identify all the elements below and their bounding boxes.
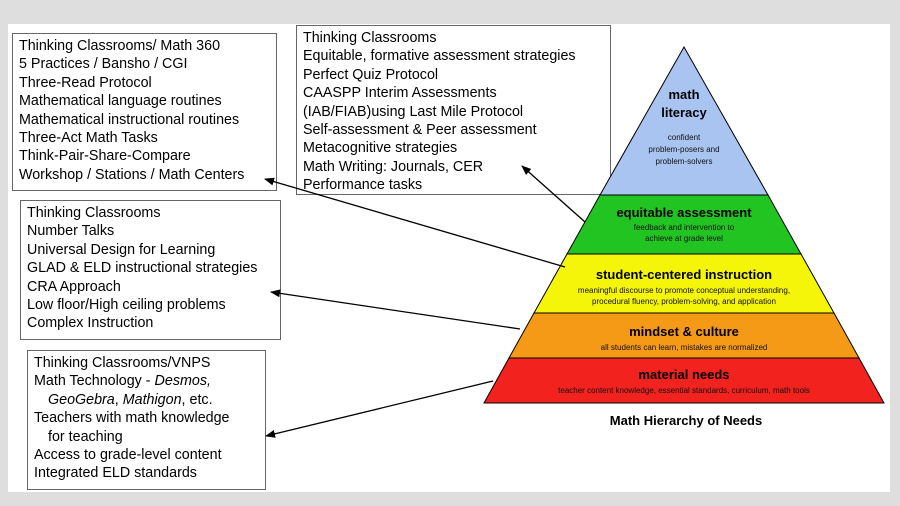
box-line: GLAD & ELD instructional strategies [27, 260, 258, 277]
arrow-to-mindset-box [271, 292, 520, 329]
arrow-to-material-box [266, 381, 493, 436]
box-line: Three-Read Protocol [19, 74, 152, 91]
tier-title: literacy [661, 105, 707, 120]
tier-subtitle: problem-solvers [655, 157, 713, 166]
box-text: , etc. [181, 391, 213, 408]
tier-subtitle: confident [667, 133, 701, 142]
box-line: 5 Practices / Bansho / CGI [19, 56, 188, 73]
tier-title: equitable assessment [616, 205, 752, 220]
box-text-italic: Desmos, [154, 373, 211, 390]
box-line: Thinking Classrooms [303, 30, 437, 46]
box-line: Low floor/High ceiling problems [27, 297, 226, 314]
box-line: CAASPP Interim Assessments [303, 85, 497, 102]
box-line: Integrated ELD standards [34, 465, 197, 482]
box-line: Thinking Classrooms/VNPS [34, 355, 211, 371]
tier-subtitle: feedback and intervention to [633, 223, 735, 232]
box-line: Thinking Classrooms/ Math 360 [19, 38, 221, 54]
tier-subtitle: procedural fluency, problem-solving, and application [592, 297, 776, 306]
box-line: Mathematical instructional routines [19, 111, 240, 128]
tier-title: student-centered instruction [595, 267, 773, 282]
tier-title: math [668, 87, 700, 102]
tier-subtitle: meaningful discourse to promote conceptual understanding, [577, 286, 791, 295]
arrow-to-instruction-box [265, 179, 565, 267]
box-line: Complex Instruction [27, 315, 154, 332]
box-line: Perfect Quiz Protocol [303, 66, 439, 83]
tier-title: material needs [638, 367, 730, 382]
box-line: for teaching [48, 428, 123, 445]
box-line: Equitable, formative assessment strategies [303, 48, 576, 65]
box-line: Performance tasks [303, 177, 423, 194]
box-line: Universal Design for Learning [27, 241, 216, 258]
box-line: CRA Approach [27, 278, 121, 295]
box-line: Three-Act Math Tasks [19, 130, 158, 147]
tier-subtitle: problem-posers and [648, 145, 720, 154]
box-line: Mathematical language routines [19, 93, 222, 110]
box-line: Math Writing: Journals, CER [303, 158, 484, 175]
box-text-italic: GeoGebra [48, 391, 115, 408]
box-line: Self-assessment & Peer assessment [303, 122, 537, 139]
box-line: Workshop / Stations / Math Centers [19, 166, 245, 183]
box-line: Metacognitive strategies [303, 140, 458, 157]
tier-subtitle: all students can learn, mistakes are normalized [600, 343, 768, 352]
box-text-italic: Mathigon [122, 391, 182, 408]
box-line: Teachers with math knowledge [34, 410, 230, 427]
box-text: , [114, 391, 123, 408]
tier-subtitle: teacher content knowledge, essential standards, curriculum, math tools [558, 386, 810, 395]
box-line: Number Talks [27, 223, 115, 240]
box-line: Think-Pair-Share-Compare [19, 148, 191, 165]
box-line: Thinking Classrooms [27, 205, 161, 221]
arrow-to-assessment-box [522, 166, 585, 222]
box-line: (IAB/FIAB)using Last Mile Protocol [303, 103, 524, 120]
tier-subtitle: achieve at grade level [645, 234, 723, 243]
diagram-caption: Math Hierarchy of Needs [609, 413, 763, 428]
box-line: Access to grade-level content [34, 447, 222, 464]
tier-math-literacy [600, 47, 768, 195]
tier-title: mindset & culture [629, 324, 739, 339]
box-text: Math Technology - [34, 373, 155, 390]
